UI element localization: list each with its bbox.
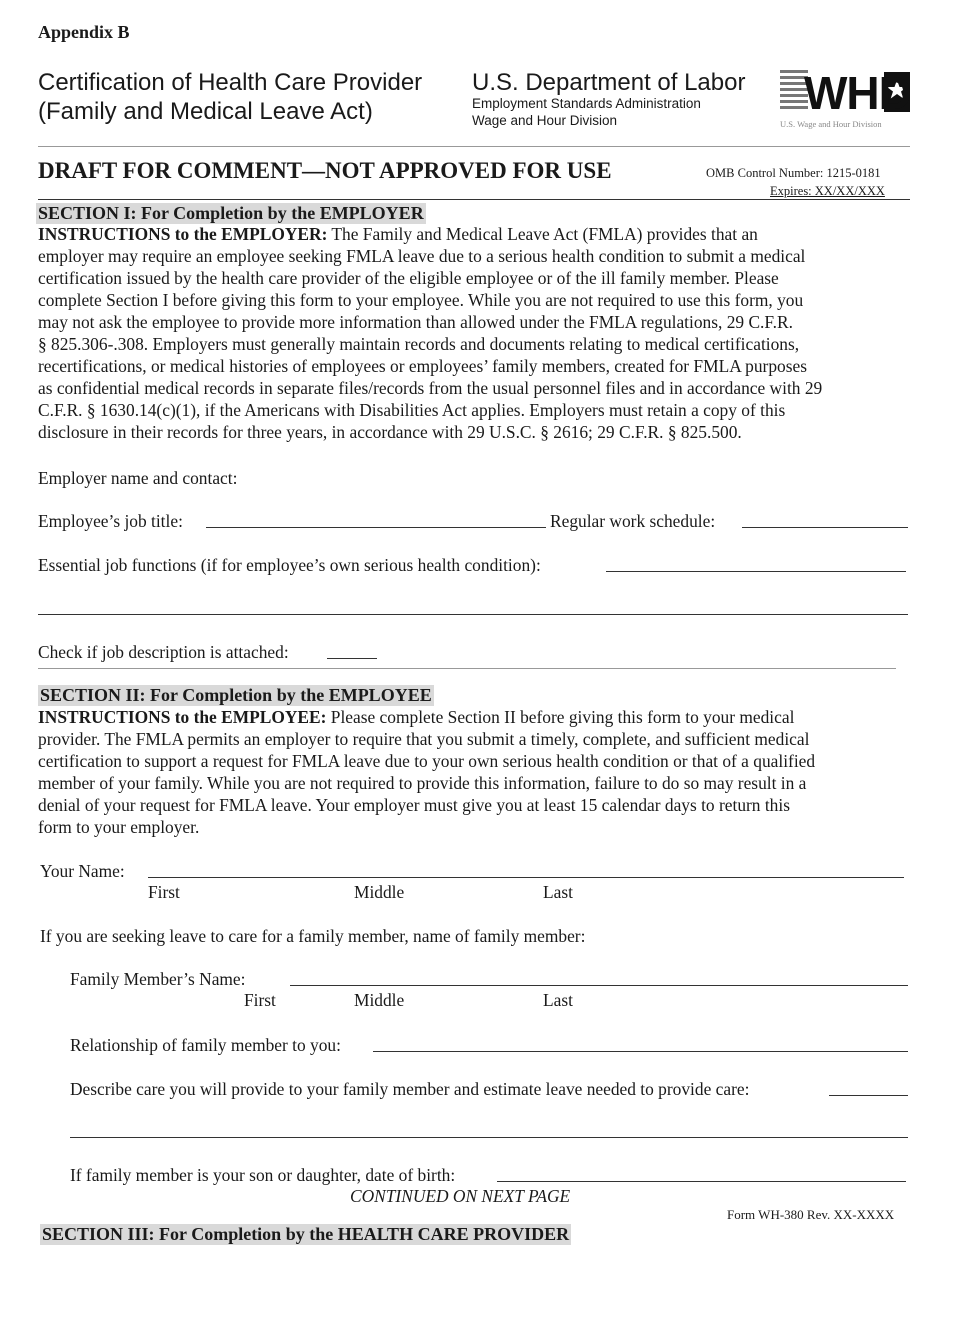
section1-instr-line: may not ask the employee to provide more information than allowed under the FMLA regulations, 29 C.F.R. — [38, 312, 793, 332]
your-name-middle-caption: Middle — [354, 882, 405, 902]
job-description-checkbox[interactable] — [327, 658, 377, 659]
section1-instr-line: complete Section I before giving this form to your employee. While you are not required to use this form, you — [38, 290, 804, 310]
form-number: Form WH-380 Rev. XX-XXXX — [727, 1207, 895, 1222]
section1-divider — [38, 668, 896, 669]
section1-instr-line: disclosure in their records for three years, in accordance with 29 U.S.C. § 2616; 29 C.F.R. § 825.500. — [38, 422, 742, 442]
date-of-birth-field[interactable] — [497, 1181, 906, 1182]
section2-instr-line: denial of your request for FMLA leave. Your employer must give you at least 15 calendar days to return this — [38, 795, 790, 815]
section1-instructions — [38, 223, 822, 443]
whd-logo — [778, 66, 912, 130]
job-title-field[interactable] — [206, 527, 546, 528]
essential-functions-field-line2[interactable] — [38, 614, 908, 615]
essential-functions-field[interactable] — [606, 571, 906, 572]
your-name-first-caption: First — [148, 882, 180, 902]
banner-rule — [38, 199, 910, 200]
section3-heading: SECTION III: For Completion by the HEALTH CARE PROVIDER — [42, 1224, 570, 1244]
omb-control-number: OMB Control Number: 1215-0181 — [706, 166, 881, 180]
family-middle-caption: Middle — [354, 990, 405, 1010]
family-first-caption: First — [244, 990, 276, 1010]
division-name: Wage and Hour Division — [472, 113, 618, 128]
section2-instr-line: provider. The FMLA permits an employer to require that you submit a timely, complete, and sufficient medical — [38, 729, 810, 749]
date-of-birth-label: If family member is your son or daughter, date of birth: — [70, 1165, 456, 1185]
your-name-field[interactable] — [148, 877, 904, 878]
relationship-label: Relationship of family member to you: — [70, 1035, 341, 1055]
employer-name-label: Employer name and contact: — [38, 468, 238, 488]
section1-instr-line: as confidential medical records in separate files/records from the usual personnel files and in accordance with 29 — [38, 378, 823, 398]
work-schedule-label: Regular work schedule: — [550, 511, 716, 531]
section1-instr-line: employer may require an employee seeking FMLA leave due to a serious health condition to submit a medical — [38, 246, 806, 266]
section2-instr-line: certification to support a request for FMLA leave due to your own serious health condition or that of a qualified — [38, 751, 816, 771]
relationship-field[interactable] — [373, 1051, 908, 1052]
section2-instr-line: member of your family. While you are not required to provide this information, failure to do so may result in a — [38, 773, 807, 793]
section1-instr-line: § 825.306-.308. Employers must generally maintain records and documents relating to medical certifications, — [38, 334, 800, 354]
your-name-label: Your Name: — [40, 861, 125, 881]
family-member-name-label: Family Member’s Name: — [70, 969, 246, 989]
family-last-caption: Last — [543, 990, 573, 1010]
whd-logo-caption: U.S. Wage and Hour Division — [780, 119, 882, 129]
describe-care-label: Describe care you will provide to your family member and estimate leave needed to provide care: — [70, 1079, 750, 1099]
administration-name: Employment Standards Administration — [472, 96, 701, 111]
family-member-name-field[interactable] — [290, 985, 908, 986]
header-divider — [38, 146, 910, 147]
section1-instructions-label: INSTRUCTIONS to the EMPLOYER: — [38, 224, 328, 244]
describe-care-field-line2[interactable] — [70, 1137, 908, 1138]
section1-heading: SECTION I: For Completion by the EMPLOYER — [38, 203, 424, 223]
section2-instr-line: Please complete Section II before giving this form to your medical — [326, 707, 795, 727]
appendix-label: Appendix B — [38, 22, 130, 42]
describe-care-field[interactable] — [829, 1095, 908, 1096]
form-title-line2: (Family and Medical Leave Act) — [38, 98, 373, 125]
section2-heading: SECTION II: For Completion by the EMPLOYEE — [40, 685, 432, 705]
continued-notice: CONTINUED ON NEXT PAGE — [350, 1186, 571, 1206]
section2-instr-line: form to your employer. — [38, 817, 200, 837]
your-name-last-caption: Last — [543, 882, 573, 902]
draft-banner: DRAFT FOR COMMENT—NOT APPROVED FOR USE — [38, 158, 612, 183]
job-title-label: Employee’s job title: — [38, 511, 183, 531]
form-title-line1: Certification of Health Care Provider — [38, 69, 423, 96]
expiration-date: Expires: XX/XX/XXX — [770, 184, 885, 198]
section2-instructions — [38, 706, 815, 838]
job-description-label: Check if job description is attached: — [38, 642, 289, 662]
essential-functions-label: Essential job functions (if for employee’s own serious health condition): — [38, 555, 541, 575]
section2-instructions-label: INSTRUCTIONS to the EMPLOYEE: — [38, 707, 327, 727]
section1-instr-line: certification issued by the health care provider of the eligible employee or of the ill family member. Please — [38, 268, 779, 288]
work-schedule-field[interactable] — [742, 527, 908, 528]
department-name: U.S. Department of Labor — [472, 69, 746, 96]
section1-instr-line: The Family and Medical Leave Act (FMLA) provides that an — [327, 224, 758, 244]
section1-instr-line: C.F.R. § 1630.14(c)(1), if the Americans with Disabilities Act applies. Employers must retain a copy of this — [38, 400, 786, 420]
whd-logo-text: WHD — [804, 67, 911, 119]
family-member-intro: If you are seeking leave to care for a family member, name of family member: — [40, 926, 586, 946]
section1-instr-line: recertifications, or medical histories of employees or employees’ family members, created for FMLA purposes — [38, 356, 807, 376]
